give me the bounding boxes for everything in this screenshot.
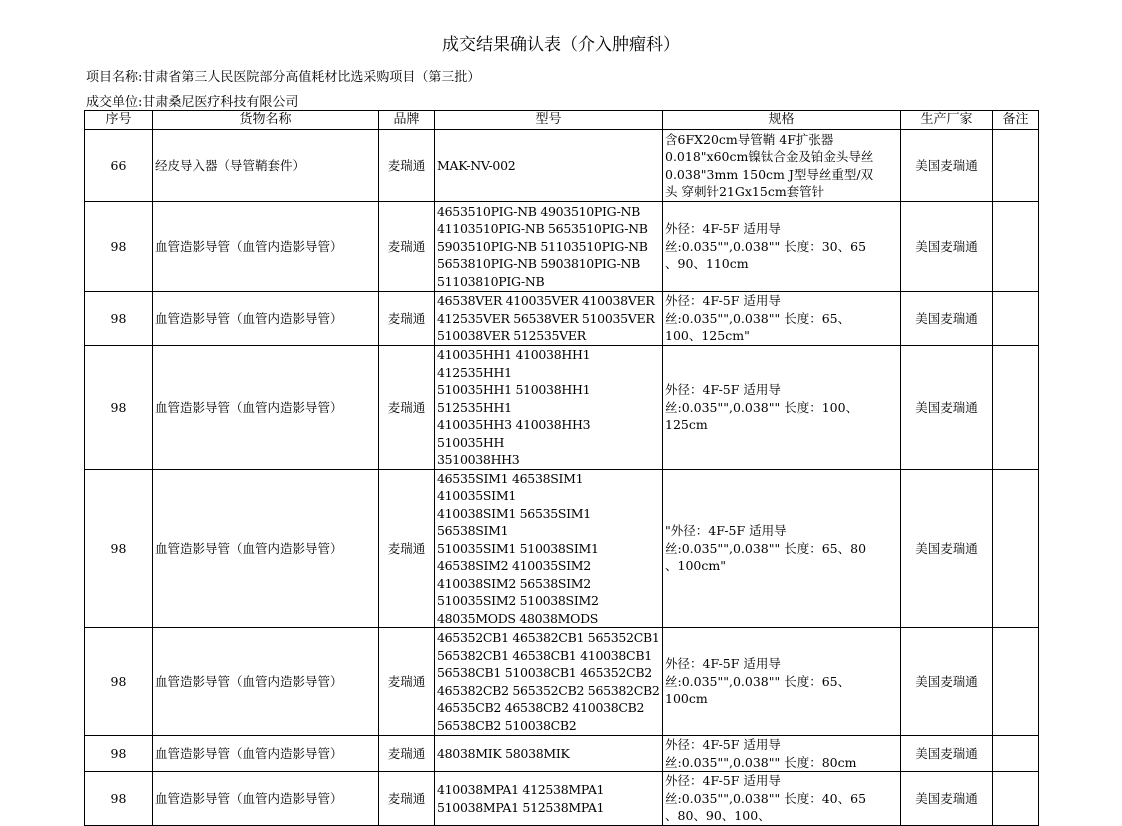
cell-model: 46535SIM1 46538SIM1 410035SIM1 410038SIM1 56535SIM1 56538SIM1 510035SIM1 510038SIM1 46538SIM2 410035SIM2 410038SIM2 56538SIM2 510035SIM2 510038SIM2 48035MODS 48038MODS <box>435 469 663 628</box>
header-model: 型号 <box>435 111 663 130</box>
cell-remark <box>993 736 1039 772</box>
cell-model: 410038MPA1 412538MPA1 510038MPA1 512538MPA1 <box>435 772 663 826</box>
cell-brand: 麦瑞通 <box>379 130 435 202</box>
cell-remark <box>993 292 1039 346</box>
cell-seq: 98 <box>85 772 153 826</box>
cell-seq: 98 <box>85 736 153 772</box>
cell-maker: 美国麦瑞通 <box>901 202 993 292</box>
cell-name: 血管造影导管（血管内造影导管） <box>153 736 379 772</box>
project-name: 项目名称:甘肃省第三人民医院部分高值耗材比选采购项目（第三批） <box>86 70 481 85</box>
cell-name: 血管造影导管（血管内造影导管） <box>153 772 379 826</box>
result-table <box>84 110 1039 826</box>
cell-brand: 麦瑞通 <box>379 292 435 346</box>
cell-name: 血管造影导管（血管内造影导管） <box>153 628 379 736</box>
cell-brand: 麦瑞通 <box>379 628 435 736</box>
table-row <box>85 202 1039 292</box>
cell-maker: 美国麦瑞通 <box>901 130 993 202</box>
cell-maker: 美国麦瑞通 <box>901 292 993 346</box>
cell-model: 48038MIK 58038MIK <box>435 736 663 772</box>
cell-seq: 98 <box>85 202 153 292</box>
cell-name: 血管造影导管（血管内造影导管） <box>153 469 379 628</box>
cell-maker: 美国麦瑞通 <box>901 772 993 826</box>
cell-spec: 外径：4F-5F 适用导 丝:0.035"",0.038"" 长度：100、 125cm <box>663 346 901 470</box>
cell-spec: 外径：4F-5F 适用导 丝:0.035"",0.038"" 长度：65、 100、125cm" <box>663 292 901 346</box>
cell-remark <box>993 130 1039 202</box>
cell-name: 血管造影导管（血管内造影导管） <box>153 346 379 470</box>
header-maker: 生产厂家 <box>901 111 993 130</box>
cell-seq: 98 <box>85 469 153 628</box>
header-remark: 备注 <box>993 111 1039 130</box>
cell-remark <box>993 469 1039 628</box>
table-row <box>85 130 1039 202</box>
cell-remark <box>993 202 1039 292</box>
cell-brand: 麦瑞通 <box>379 346 435 470</box>
cell-maker: 美国麦瑞通 <box>901 736 993 772</box>
cell-spec: 外径：4F-5F 适用导 丝:0.035"",0.038"" 长度：80cm <box>663 736 901 772</box>
table-row <box>85 772 1039 826</box>
cell-maker: 美国麦瑞通 <box>901 346 993 470</box>
cell-brand: 麦瑞通 <box>379 469 435 628</box>
cell-seq: 98 <box>85 346 153 470</box>
cell-model: 4653510PIG-NB 4903510PIG-NB 41103510PIG-NB 5653510PIG-NB 5903510PIG-NB 51103510PIG-NB 5653810PIG-NB 5903810PIG-NB 51103810PIG-NB <box>435 202 663 292</box>
cell-spec: 外径：4F-5F 适用导 丝:0.035"",0.038"" 长度：30、65 、90、110cm <box>663 202 901 292</box>
cell-remark <box>993 346 1039 470</box>
cell-name: 血管造影导管（血管内造影导管） <box>153 202 379 292</box>
cell-brand: 麦瑞通 <box>379 202 435 292</box>
header-seq: 序号 <box>85 111 153 130</box>
cell-model: 46538VER 410035VER 410038VER 412535VER 56538VER 510035VER 510038VER 512535VER <box>435 292 663 346</box>
cell-spec: "外径：4F-5F 适用导 丝:0.035"",0.038"" 长度：65、80 、100cm" <box>663 469 901 628</box>
cell-name: 血管造影导管（血管内造影导管） <box>153 292 379 346</box>
table-row <box>85 736 1039 772</box>
cell-remark <box>993 772 1039 826</box>
table-row <box>85 346 1039 470</box>
table-row <box>85 469 1039 628</box>
cell-maker: 美国麦瑞通 <box>901 628 993 736</box>
cell-spec: 含6FX20cm导管鞘 4F扩张器 0.018"x60cm镍钛合金及铂金头导丝 0.038"3mm 150cm J型导丝重型/双 头 穿刺针21Gx15cm套管针 <box>663 130 901 202</box>
cell-brand: 麦瑞通 <box>379 736 435 772</box>
cell-brand: 麦瑞通 <box>379 772 435 826</box>
cell-maker: 美国麦瑞通 <box>901 469 993 628</box>
cell-model: 410035HH1 410038HH1 412535HH1 510035HH1 510038HH1 512535HH1 410035HH3 410038HH3 510035HH 3510038HH3 <box>435 346 663 470</box>
cell-remark <box>993 628 1039 736</box>
cell-spec: 外径：4F-5F 适用导 丝:0.035"",0.038"" 长度：40、65 、80、90、100、 <box>663 772 901 826</box>
cell-model: MAK-NV-002 <box>435 130 663 202</box>
table-row <box>85 292 1039 346</box>
cell-spec: 外径：4F-5F 适用导 丝:0.035"",0.038"" 长度：65、 100cm <box>663 628 901 736</box>
header-spec: 规格 <box>663 111 901 130</box>
table-header-row <box>85 111 1039 130</box>
cell-model: 465352CB1 465382CB1 565352CB1 565382CB1 46538CB1 410038CB1 56538CB1 510038CB1 465352CB2 465382CB2 565352CB2 565382CB2 46535CB2 46538CB2 410038CB2 56538CB2 510038CB2 <box>435 628 663 736</box>
supplier-name: 成交单位:甘肃桑尼医疗科技有限公司 <box>86 95 299 110</box>
cell-seq: 98 <box>85 292 153 346</box>
header-brand: 品牌 <box>379 111 435 130</box>
page-title: 成交结果确认表（介入肿瘤科） <box>442 35 680 55</box>
table-row <box>85 628 1039 736</box>
header-name: 货物名称 <box>153 111 379 130</box>
cell-seq: 98 <box>85 628 153 736</box>
cell-seq: 66 <box>85 130 153 202</box>
cell-name: 经皮导入器（导管鞘套件） <box>153 130 379 202</box>
